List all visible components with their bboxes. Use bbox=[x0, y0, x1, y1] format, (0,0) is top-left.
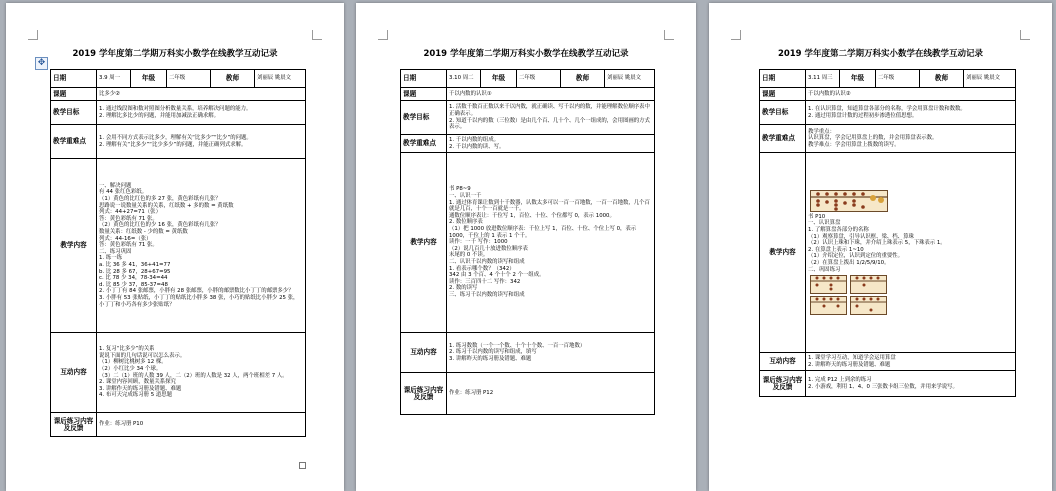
keypoint-line: 教学难点：学会用算盘上拨数的读写。 bbox=[808, 141, 900, 148]
goal-line: 2. 知道千以内的数（三位数）是由几个百、几十个、几个一组成的，会用图画的方式表示。 bbox=[449, 117, 650, 131]
goal-line: 2. 理解比多比少的问题，并能用加减法正确求解。 bbox=[99, 112, 220, 119]
content-line: b. 比 28 多 67，28+67=95 bbox=[99, 268, 171, 275]
content-line: 2. 数的读写 bbox=[449, 285, 478, 292]
interaction-line: 说说下面的几句话说可以怎么表示。 bbox=[99, 352, 186, 359]
content-line: （1）介绍定位，认识到定位的重要性。 bbox=[808, 253, 904, 260]
date-label: 日期 bbox=[51, 70, 97, 88]
teacher-label: 教师 bbox=[561, 70, 605, 88]
content-line: 1. 看表示哪个数？（342） bbox=[449, 265, 515, 272]
content-label: 教学内容 bbox=[760, 153, 806, 353]
content-line: （2）认识上珠和下珠，并介绍上珠表示 5，下珠表示 1。 bbox=[808, 240, 946, 247]
keypoint-line: 教学重点： bbox=[808, 128, 835, 135]
interaction-line: 1. 课堂学习互动，知道学会运用算盘 bbox=[808, 354, 896, 361]
content-line: 数量关系：红纸数 - 少的数 = 黄纸数 bbox=[99, 229, 188, 236]
homework-value: 作业：练习册 P12 bbox=[447, 373, 655, 415]
content-line: c. 比 78 少 34，78-34=44 bbox=[99, 275, 168, 282]
content-line: 3. 小胖有 53 张贴纸，小丁丁的贴纸比小胖多 38 张，小巧的贴纸比小胖少 25 张，小丁丁和小巧各有多少张贴纸？ bbox=[99, 294, 299, 308]
date-value: 3.11 周三 bbox=[806, 70, 840, 88]
goals-label: 教学目标 bbox=[51, 101, 97, 125]
content-line: d. 比 85 少 37，85-37=48 bbox=[99, 281, 168, 288]
margin-corner-mark bbox=[1020, 30, 1030, 40]
grade-label: 年级 bbox=[840, 70, 876, 88]
content-line: 1. 练一练 bbox=[99, 255, 123, 262]
teacher-label: 教师 bbox=[211, 70, 255, 88]
record-table bbox=[50, 69, 306, 437]
keypoint-line: 2. 千以内数的读、写。 bbox=[449, 143, 505, 150]
homework-line: 1. 完成 P12 上到余的练习 bbox=[808, 376, 872, 383]
grade-value: 二年级 bbox=[167, 70, 211, 88]
document-page-1 bbox=[6, 3, 344, 491]
topic-value: 千以内数的认识① bbox=[447, 88, 655, 101]
interaction-label: 互动内容 bbox=[401, 333, 447, 373]
abacus-image bbox=[810, 190, 888, 212]
content-line: （2）说几百几十放进数位顺序表 bbox=[449, 245, 528, 252]
content-line: 2. 数位顺序表 bbox=[449, 219, 483, 226]
grade-label: 年级 bbox=[481, 70, 517, 88]
interaction-line: 4. 布可天完成练习册 5 道思题 bbox=[99, 392, 173, 399]
page-title: 2019 学年度第二学期万科实小数学在线教学互动记录 bbox=[72, 49, 278, 59]
content-line: 书 P10 bbox=[808, 213, 826, 220]
topic-value: 比多少② bbox=[97, 88, 306, 101]
content-line: 列式：44-16=（张） bbox=[99, 235, 152, 242]
homework-label: 课后练习内容及反馈 bbox=[401, 373, 447, 415]
interaction-line: 3. 讲解作天的练习册及错题、难题 bbox=[99, 385, 182, 392]
content-line: 1. 通过体育课让数到十千数器，认数太多可以一百一百地数，一百一百地数，几个百就是几百，十个一百就是一千。 bbox=[449, 199, 650, 213]
interaction-line: 2. 课堂内容回顾，数量关系探究 bbox=[99, 379, 176, 386]
interaction-line: （3）二（1）班的人数 39 人，二（2）班的人数是 32 人，两个班相差 7 人。 bbox=[99, 372, 288, 379]
date-value: 3.10 周二 bbox=[447, 70, 481, 88]
date-label: 日期 bbox=[401, 70, 447, 88]
grade-value: 二年级 bbox=[517, 70, 561, 88]
topic-label: 课题 bbox=[401, 88, 447, 101]
topic-label: 课题 bbox=[760, 88, 806, 101]
content-line: 读作：一千 写作：1000 bbox=[449, 239, 508, 246]
keypoint-line: 认识算盘，学会记用算盘上的数，并会用算盘表示数。 bbox=[808, 135, 938, 142]
content-line: （2）在算盘上拨出 1/2/5/9/10。 bbox=[808, 259, 890, 266]
table-move-handle-icon[interactable]: ✥ bbox=[35, 57, 48, 70]
goals-label: 教学目标 bbox=[760, 101, 806, 125]
page-title: 2019 学年度第二学期万科实小数学在线教学互动记录 bbox=[777, 49, 984, 59]
content-line: 列式：44+27=71（张） bbox=[99, 209, 161, 216]
content-line: 2. 在算盘上表示 1~10 bbox=[808, 246, 864, 253]
teacher-label: 教师 bbox=[920, 70, 964, 88]
grade-label: 年级 bbox=[131, 70, 167, 88]
topic-label: 课题 bbox=[51, 88, 97, 101]
content-line: 通数位顺序表让：千位写 1，百位、十位、个位都写 0，表示 1000。 bbox=[449, 212, 615, 219]
margin-corner-mark bbox=[312, 30, 322, 40]
content-line: 一、解决问题 bbox=[99, 182, 132, 189]
margin-corner-mark bbox=[28, 30, 38, 40]
interaction-line: 1. 复习“比多少”的关系 bbox=[99, 346, 155, 353]
content-line: 一、认识一千 bbox=[449, 193, 482, 200]
content-line: 342 由 3 个百、4 个十个 2 个一组成。 bbox=[449, 272, 545, 279]
goal-line: 1. 在认识算盘，知道算盘各部分的名称，学会用算盘计数和数数。 bbox=[808, 105, 966, 112]
homework-value: 作业：练习册 P10 bbox=[97, 413, 306, 437]
content-line: 读作：三百四十二 写作：342 bbox=[449, 278, 521, 285]
content-line: 2. 小丁丁有 84 张邮票，小胖有 28 张邮票，小胖的邮票数比小丁丁的邮票多少？ bbox=[99, 288, 294, 295]
keypoint-line: 2. 理解有关“比多少”“比少多少”的问题，并能正确列式求解。 bbox=[99, 141, 247, 148]
content-line: （1）把 1000 放进数位顺序表：千位上写 1，百位、十位、个位上写 0，表示 1000，千位上的 1 表示 1 个千。 bbox=[449, 226, 637, 239]
interaction-line: （2）小红比少 34 个球。 bbox=[99, 365, 162, 372]
goals-label: 教学目标 bbox=[401, 101, 447, 135]
interaction-line: 3. 讲解昨天的练习册及错题、难题 bbox=[449, 355, 532, 362]
content-line: 末尾的 0 不读。 bbox=[449, 252, 489, 259]
interaction-label: 互动内容 bbox=[760, 353, 806, 371]
content-line: 答：黄色彩纸有 71 张。 bbox=[99, 242, 158, 249]
document-page-3 bbox=[709, 3, 1052, 491]
page-title: 2019 学年度第二学期万科实小数学在线教学互动记录 bbox=[423, 49, 629, 59]
record-table bbox=[759, 69, 1016, 397]
date-label: 日期 bbox=[760, 70, 806, 88]
keypoint-line: 1. 千以内数的组成。 bbox=[449, 136, 499, 143]
homework-line: 2. 小游戏，利用 1、4、0 三张数卡组三位数，并用来学说写。 bbox=[808, 383, 958, 390]
record-table bbox=[400, 69, 655, 415]
content-line: （1）观察算盘，引导认识框、梁、档、算珠 bbox=[808, 233, 914, 240]
grade-value: 二年级 bbox=[876, 70, 920, 88]
interaction-line: 1. 练习数数（一个一个数、十个十个数、一百一百地数） bbox=[449, 342, 586, 349]
content-line: 书 P8~9 bbox=[449, 186, 471, 193]
content-label: 教学内容 bbox=[401, 153, 447, 333]
keypoints-label: 教学重难点 bbox=[401, 135, 447, 153]
topic-value: 千以内数的认识② bbox=[806, 88, 1016, 101]
margin-corner-mark bbox=[664, 30, 674, 40]
teacher-value: 刘丽辰 姚晨文 bbox=[255, 70, 306, 88]
content-line: 有 44 张红色彩纸。 bbox=[99, 189, 148, 196]
abacus-exercise-image bbox=[810, 275, 888, 315]
content-line: 二、巩固练习 bbox=[808, 266, 841, 273]
interaction-line: （1）柳树比桃树多 12 棵。 bbox=[99, 359, 167, 366]
content-line: a. 比 36 多 41，36+41=77 bbox=[99, 261, 171, 268]
content-label: 教学内容 bbox=[51, 159, 97, 333]
content-line: 1. 了解算盘各部分的名称 bbox=[808, 227, 869, 234]
teacher-value: 刘丽辰 姚晨文 bbox=[605, 70, 655, 88]
interaction-label: 互动内容 bbox=[51, 333, 97, 413]
content-line: 二、认识千以内数的读写和组成 bbox=[449, 258, 525, 265]
content-line: 二、练习巩固 bbox=[99, 248, 132, 255]
date-value: 3.9 周一 bbox=[97, 70, 131, 88]
goal-line: 2. 通过用算盘计数的过程初步渗透位值思想。 bbox=[808, 112, 918, 119]
homework-label: 课后练习内容及反馈 bbox=[760, 371, 806, 397]
interaction-line: 2. 讲解昨天的练习册及错题、难题 bbox=[808, 361, 891, 368]
margin-corner-mark bbox=[378, 30, 388, 40]
keypoints-label: 教学重难点 bbox=[760, 125, 806, 153]
document-page-2 bbox=[356, 3, 696, 491]
content-line: （2）黄色的比红色的少 16 张，黄色彩纸有几张？ bbox=[99, 222, 221, 229]
content-line: 一、认识算盘 bbox=[808, 220, 841, 227]
content-line: 答：黄色彩纸有 71 张。 bbox=[99, 215, 158, 222]
content-line: 思路说一说数量关系的关系，红纸数 + 多的数 = 黄纸数 bbox=[99, 202, 234, 209]
goal-line: 1. 活数千数百正数以来千以内数，就正确读、写千以内的数，并能理解数位顺序表中正确表示。 bbox=[449, 104, 650, 117]
goal-line: 1. 通过线段图和数对照图分析数量关系，培养解决问题的能力。 bbox=[99, 105, 252, 112]
keypoints-label: 教学重难点 bbox=[51, 125, 97, 159]
table-resize-handle-icon[interactable] bbox=[299, 462, 306, 469]
keypoint-line: 1. 会用不同方式表示比多少，理解有关“比多少”“比少”的问题。 bbox=[99, 134, 252, 141]
content-line: 三、练习千以内数的读写和组成 bbox=[449, 291, 525, 298]
homework-label: 课后练习内容及反馈 bbox=[51, 413, 97, 437]
content-line: （1）黄色的比红色的多 27 张，黄色彩纸有几张？ bbox=[99, 196, 221, 203]
interaction-line: 2. 练习千以内数的读写和组成，填写 bbox=[449, 349, 537, 356]
margin-corner-mark bbox=[731, 30, 741, 40]
teacher-value: 刘丽辰 姚晨文 bbox=[964, 70, 1016, 88]
